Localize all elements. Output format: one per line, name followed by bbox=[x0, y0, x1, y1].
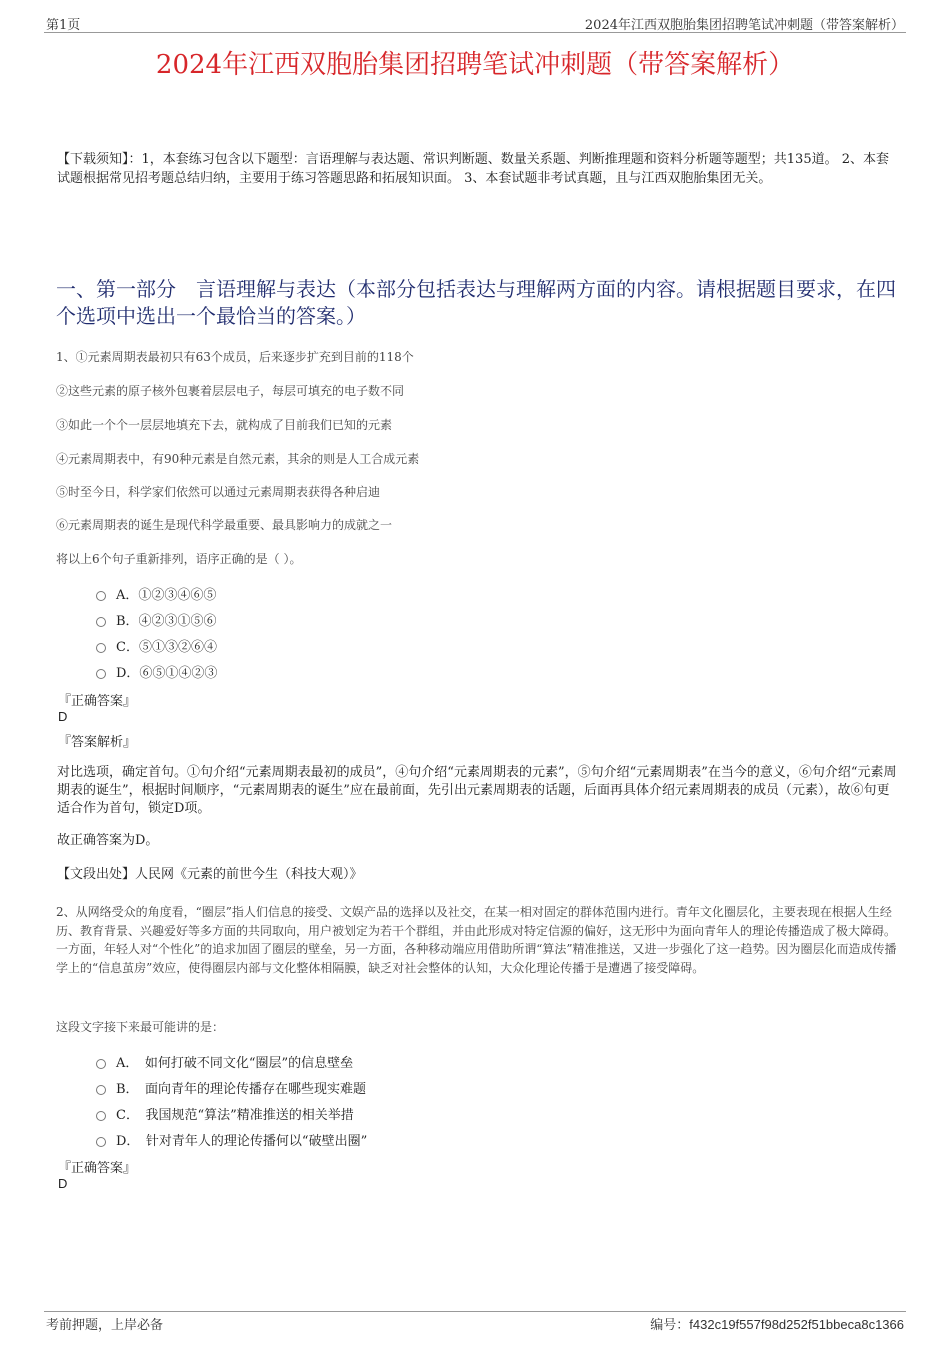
q2-answer: D bbox=[58, 1176, 68, 1191]
footer-slogan: 考前押题，上岸必备 bbox=[46, 1318, 164, 1333]
q1-prompt: 将以上6个句子重新排列，语序正确的是（ ）。 bbox=[56, 552, 302, 566]
option-label: D．⑥⑤①④②③ bbox=[116, 666, 218, 681]
q1-source: 【文段出处】人民网《元素的前世今生（科技大观）》 bbox=[57, 867, 363, 882]
document-title: 2024年江西双胞胎集团招聘笔试冲刺题（带答案解析） bbox=[155, 50, 795, 80]
document-id: 编号：f432c19f557f98d252f51bbeca8c1366 bbox=[650, 1317, 904, 1332]
radio-icon[interactable] bbox=[96, 591, 106, 601]
radio-icon[interactable] bbox=[96, 669, 106, 679]
q1-sentence: ⑥元素周期表的诞生是现代科学最重要、最具影响力的成就之一 bbox=[56, 518, 393, 532]
q1-option-d[interactable] bbox=[96, 662, 217, 681]
radio-icon[interactable] bbox=[96, 617, 106, 627]
q2-option-a[interactable] bbox=[96, 1052, 353, 1071]
footer-divider bbox=[44, 1311, 906, 1312]
q1-option-c[interactable] bbox=[96, 636, 217, 655]
q1-answer: D bbox=[58, 709, 68, 724]
q2-option-d[interactable] bbox=[96, 1130, 367, 1149]
q1-option-a[interactable] bbox=[96, 584, 216, 603]
running-header-title: 2024年江西双胞胎集团招聘笔试冲刺题（带答案解析） bbox=[584, 18, 904, 33]
radio-icon[interactable] bbox=[96, 1111, 106, 1121]
q2-answer-label: 『正确答案』 bbox=[58, 1161, 137, 1176]
q2-prompt: 这段文字接下来最可能讲的是： bbox=[56, 1020, 225, 1034]
option-label: C． 我国规范“算法”精准推送的相关举措 bbox=[116, 1108, 354, 1123]
q1-conclusion: 故正确答案为D。 bbox=[57, 833, 159, 848]
q1-sentence: ②这些元素的原子核外包裹着层层电子，每层可填充的电子数不同 bbox=[56, 384, 405, 398]
radio-icon[interactable] bbox=[96, 1085, 106, 1095]
q1-analysis-label: 『答案解析』 bbox=[58, 735, 137, 750]
q1-sentence: ④元素周期表中，有90种元素是自然元素，其余的则是人工合成元素 bbox=[56, 452, 420, 466]
option-label: B． 面向青年的理论传播存在哪些现实难题 bbox=[116, 1082, 367, 1097]
download-notice: 【下载须知】：1，本套练习包含以下题型：言语理解与表达题、常识判断题、数量关系题、判断推理题和资料分析题等题型；共135道。 2、本套试题根据常见招考题总结归纳，主要用于练习答题思路和拓展知识面。 3、本套试题非考试真题，且与江西双胞胎集团无关。 bbox=[57, 152, 889, 186]
q1-sentence: ③如此一个个一层层地填充下去，就构成了目前我们已知的元素 bbox=[56, 418, 393, 432]
radio-icon[interactable] bbox=[96, 643, 106, 653]
q2-option-c[interactable] bbox=[96, 1104, 354, 1123]
q1-option-b[interactable] bbox=[96, 610, 217, 629]
q1-analysis: 对比选项，确定首句。①句介绍“元素周期表最初的成员”，④句介绍“元素周期表的元素”，⑤句介绍“元素周期表”在当今的意义，⑥句介绍“元素周期表的诞生”，根据时间顺序，“元素周期表的诞生”应在最前面，先引出元素周期表的话题，后面再具体介绍元素周期表的成员（元素），故⑥句更适合作为首句，锁定D项。 bbox=[57, 765, 897, 816]
section-heading: 一、第一部分 言语理解与表达（本部分包括表达与理解两方面的内容。请根据题目要求，在四个选项中选出一个最恰当的答案。） bbox=[56, 277, 896, 328]
option-label: D． 针对青年人的理论传播何以“破壁出圈” bbox=[116, 1134, 368, 1149]
page-number: 第1页 bbox=[46, 18, 81, 33]
radio-icon[interactable] bbox=[96, 1137, 106, 1147]
q1-sentence: 1、①元素周期表最初只有63个成员，后来逐步扩充到目前的118个 bbox=[56, 350, 414, 364]
option-label: A．①②③④⑥⑤ bbox=[116, 588, 217, 603]
q2-option-b[interactable] bbox=[96, 1078, 366, 1097]
option-label: B．④②③①⑤⑥ bbox=[116, 614, 217, 629]
q1-sentence: ⑤时至今日，科学家们依然可以通过元素周期表获得各种启迪 bbox=[56, 485, 381, 499]
header-divider bbox=[44, 32, 906, 33]
option-label: C．⑤①③②⑥④ bbox=[116, 640, 217, 655]
q1-answer-label: 『正确答案』 bbox=[58, 694, 137, 709]
radio-icon[interactable] bbox=[96, 1059, 106, 1069]
option-label: A． 如何打破不同文化“圈层”的信息壁垒 bbox=[116, 1056, 354, 1071]
q2-passage: 2、从网络受众的角度看，“圈层”指人们信息的接受、文娱产品的选择以及社交，在某一相对固定的群体范围内进行。青年文化圈层化，主要表现在根据人生经历、教育背景、兴趣爱好等多方面的共同取向，用户被划定为若干个群组，并由此形成对特定信源的偏好，这无形中为面向青年人的理论传播造成了极大障碍。一方面，年轻人对“个性化”的追求加固了圈层的壁垒，另一方面，各种移动端应用借助所谓“算法”精准推送，又进一步强化了这一趋势。因为圈层化而造成传播学上的“信息茧房”效应，使得圈层内部与文化整体相隔膜，缺乏对社会整体的认知，大众化理论传播于是遭遇了接受障碍。 bbox=[56, 905, 897, 975]
